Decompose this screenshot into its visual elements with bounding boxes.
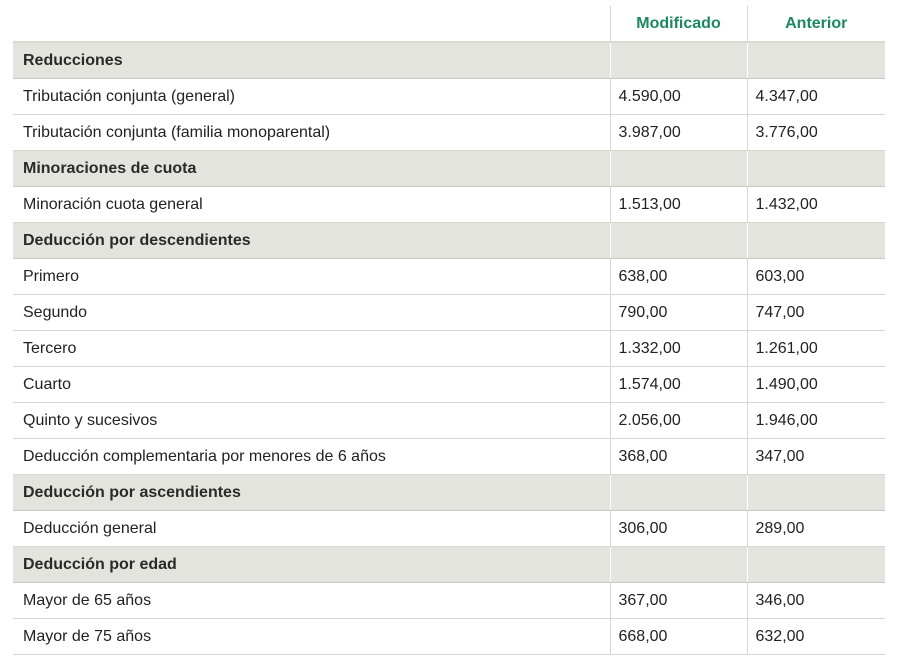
value-modified: 1.513,00 [610, 187, 747, 223]
header-blank-cell [13, 6, 610, 42]
row-label: Tributación conjunta (familia monoparental) [23, 123, 331, 141]
table-row [13, 295, 885, 331]
value-modified: 2.056,00 [610, 403, 747, 439]
section-empty-cell [610, 151, 747, 187]
value-previous: 1.490,00 [747, 367, 885, 403]
section-empty-cell [747, 42, 885, 79]
section-title: Minoraciones de cuota [13, 151, 610, 187]
row-label: Tributación conjunta (general) [23, 87, 235, 105]
table-row [13, 331, 885, 367]
table-body [13, 42, 885, 655]
section-header-row [13, 475, 885, 511]
section-empty-cell [610, 475, 747, 511]
header-previous: Anterior [747, 6, 885, 42]
section-title: Deducción por edad [13, 547, 610, 583]
value-modified: 368,00 [610, 439, 747, 475]
value-previous: 1.946,00 [747, 403, 885, 439]
section-empty-cell [747, 547, 885, 583]
value-previous: 346,00 [747, 583, 885, 619]
value-modified: 1.332,00 [610, 331, 747, 367]
row-label: Cuarto [23, 375, 72, 393]
section-empty-cell [610, 223, 747, 259]
table-row [13, 115, 885, 151]
value-modified: 638,00 [610, 259, 747, 295]
section-empty-cell [747, 151, 885, 187]
row-label: Mayor de 75 años [23, 627, 152, 645]
row-label: Segundo [23, 303, 88, 321]
section-empty-cell [747, 475, 885, 511]
table-row [13, 367, 885, 403]
value-previous: 3.776,00 [747, 115, 885, 151]
section-header-row [13, 547, 885, 583]
section-empty-cell [610, 42, 747, 79]
section-empty-cell [610, 547, 747, 583]
section-title: Deducción por ascendientes [13, 475, 610, 511]
row-label: Quinto y sucesivos [23, 411, 158, 429]
value-previous: 1.261,00 [747, 331, 885, 367]
tax-comparison-table [13, 6, 885, 655]
section-header-row [13, 151, 885, 187]
section-empty-cell [747, 223, 885, 259]
value-modified: 3.987,00 [610, 115, 747, 151]
value-previous: 4.347,00 [747, 79, 885, 115]
row-label: Tercero [23, 339, 77, 357]
table-row [13, 187, 885, 223]
value-previous: 347,00 [747, 439, 885, 475]
value-modified: 668,00 [610, 619, 747, 655]
section-title: Reducciones [13, 42, 610, 79]
section-title: Deducción por descendientes [13, 223, 610, 259]
section-header-row [13, 223, 885, 259]
table-row [13, 511, 885, 547]
section-header-row [13, 42, 885, 79]
value-previous: 632,00 [747, 619, 885, 655]
value-previous: 747,00 [747, 295, 885, 331]
value-modified: 4.590,00 [610, 79, 747, 115]
table-row [13, 619, 885, 655]
row-label: Mayor de 65 años [23, 591, 152, 609]
row-label: Deducción general [23, 519, 157, 537]
table-row [13, 259, 885, 295]
table-row [13, 403, 885, 439]
row-label: Primero [23, 267, 80, 285]
table-row [13, 79, 885, 115]
table-header-row [13, 6, 885, 42]
value-previous: 289,00 [747, 511, 885, 547]
value-previous: 603,00 [747, 259, 885, 295]
row-label: Deducción complementaria por menores de 6 años [23, 447, 386, 465]
table-row [13, 583, 885, 619]
header-modified: Modificado [610, 6, 747, 42]
row-label: Minoración cuota general [23, 195, 203, 213]
value-modified: 1.574,00 [610, 367, 747, 403]
value-modified: 306,00 [610, 511, 747, 547]
value-previous: 1.432,00 [747, 187, 885, 223]
value-modified: 790,00 [610, 295, 747, 331]
table-row [13, 439, 885, 475]
value-modified: 367,00 [610, 583, 747, 619]
